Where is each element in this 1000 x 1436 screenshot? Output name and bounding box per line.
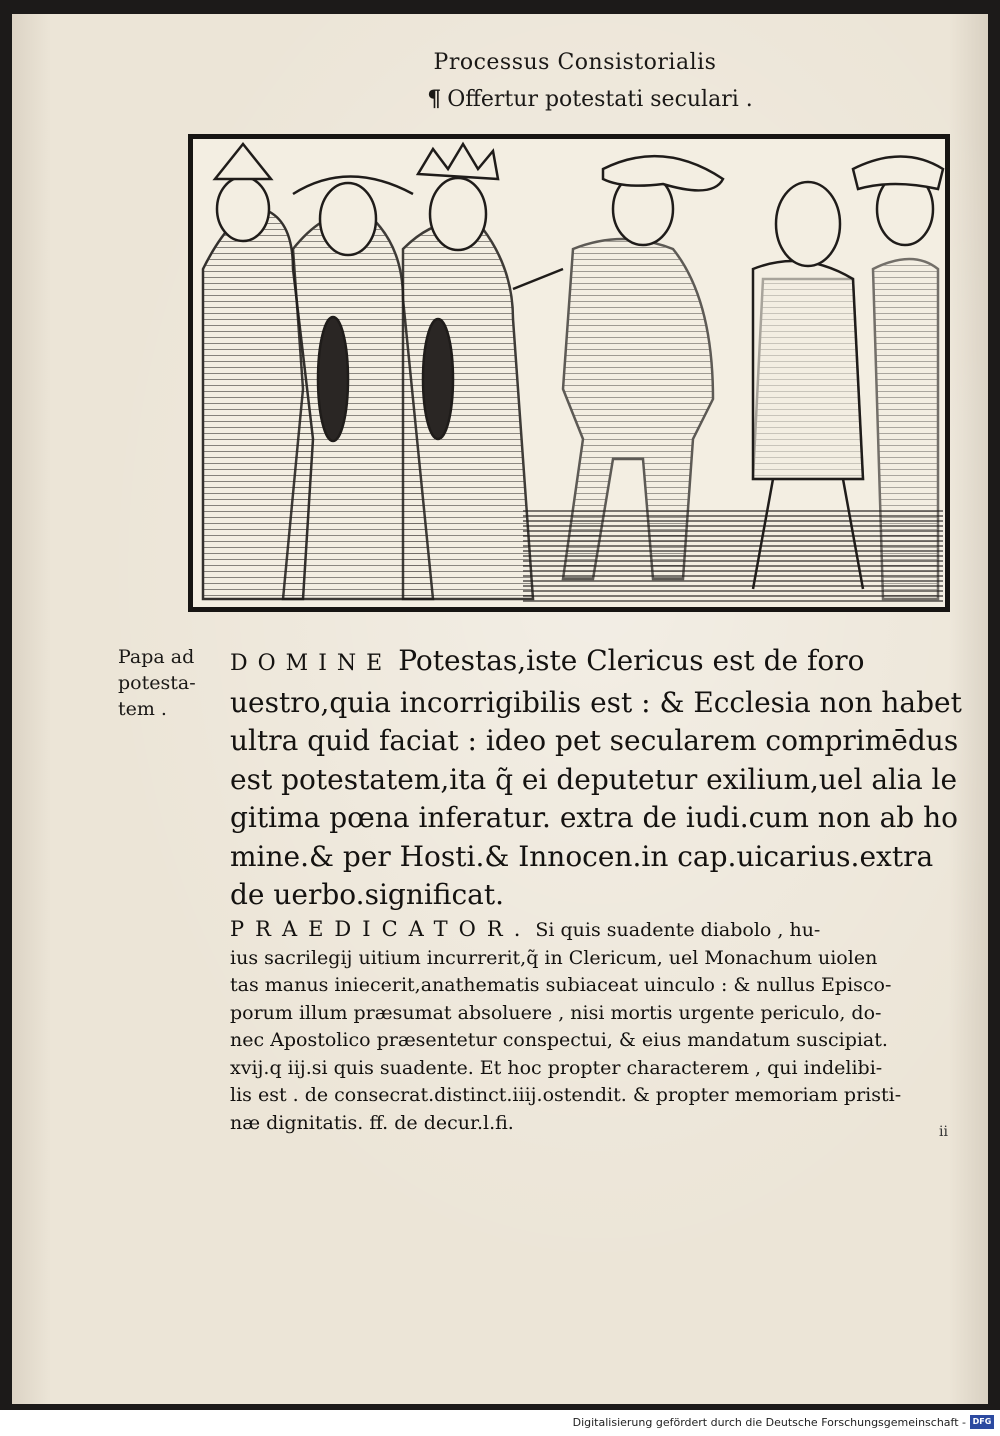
commentary-line: næ dignitatis. ff. de decur.l.fi. — [230, 1111, 514, 1134]
commentary-line-text: Si quis suadente diabolo , hu- — [535, 919, 821, 941]
marginal-line: tem . — [118, 698, 167, 720]
main-text-line-text: Potestas,iste Clericus est de foro — [398, 644, 865, 677]
dfg-logo-icon: DFG — [970, 1415, 994, 1429]
commentary-line: ius sacrilegij uitium incurrerit,q̃ in Clericum, uel Monachum uiolen — [230, 946, 878, 969]
main-text-line — [230, 642, 960, 684]
marginal-line: Papa ad — [118, 646, 195, 668]
commentary-line: porum illum præsumat absoluere , nisi mortis urgente periculo, do- — [230, 1001, 882, 1024]
main-text-block — [230, 642, 960, 915]
main-text-line: gitima pœna inferatur. extra de iudi.cum non ab ho — [230, 801, 959, 834]
marginal-line: potesta- — [118, 672, 196, 694]
commentary-line — [230, 916, 960, 945]
main-text-line: uestro,quia incorrigibilis est : & Ecclesia non habet — [230, 685, 962, 719]
commentary-lead-word: PRAEDICATOR. — [230, 917, 532, 941]
commentary-line: xvij.q iij.si quis suadente. Et hoc propter characterem , qui indelibi- — [230, 1056, 883, 1079]
signature-mark: ii — [939, 1124, 948, 1140]
woodcut-figures-icon — [193, 139, 945, 607]
pilcrow-icon: ¶ — [427, 86, 442, 112]
footer-credit: Digitalisierung gefördert durch die Deutsche Forschungsgemeinschaft - — [572, 1416, 966, 1429]
main-text-line: est potestatem,ita q̃ ei deputetur exilium,uel alia le — [230, 762, 958, 796]
commentary-line: nec Apostolico præsentetur conspectui, & eius mandatum suscipiat. — [230, 1029, 888, 1051]
main-lead-word: DOMINE — [230, 651, 393, 676]
digitization-footer — [0, 1410, 1000, 1436]
woodcut-illustration — [188, 134, 950, 612]
commentary-line: tas manus iniecerit,anathematis subiaceat uinculo : & nullus Episco- — [230, 974, 892, 996]
main-text-line: de uerbo.significat. — [230, 878, 505, 911]
commentary-line: lis est . de consecrat.distinct.iiij.ostendit. & propter memoriam pristi- — [230, 1084, 902, 1106]
woodcut-caption — [0, 86, 1000, 112]
marginal-note — [118, 644, 218, 722]
caption-text: Offertur potestati seculari . — [447, 87, 753, 112]
main-text-line: ultra quid faciat : ideo pet secularem comprimēdus — [230, 724, 959, 757]
commentary-block — [230, 916, 960, 1137]
main-text-line: mine.& per Hosti.& Innocen.in cap.uicarius.extra — [230, 839, 934, 873]
running-head: Processus Consistorialis — [433, 50, 717, 75]
